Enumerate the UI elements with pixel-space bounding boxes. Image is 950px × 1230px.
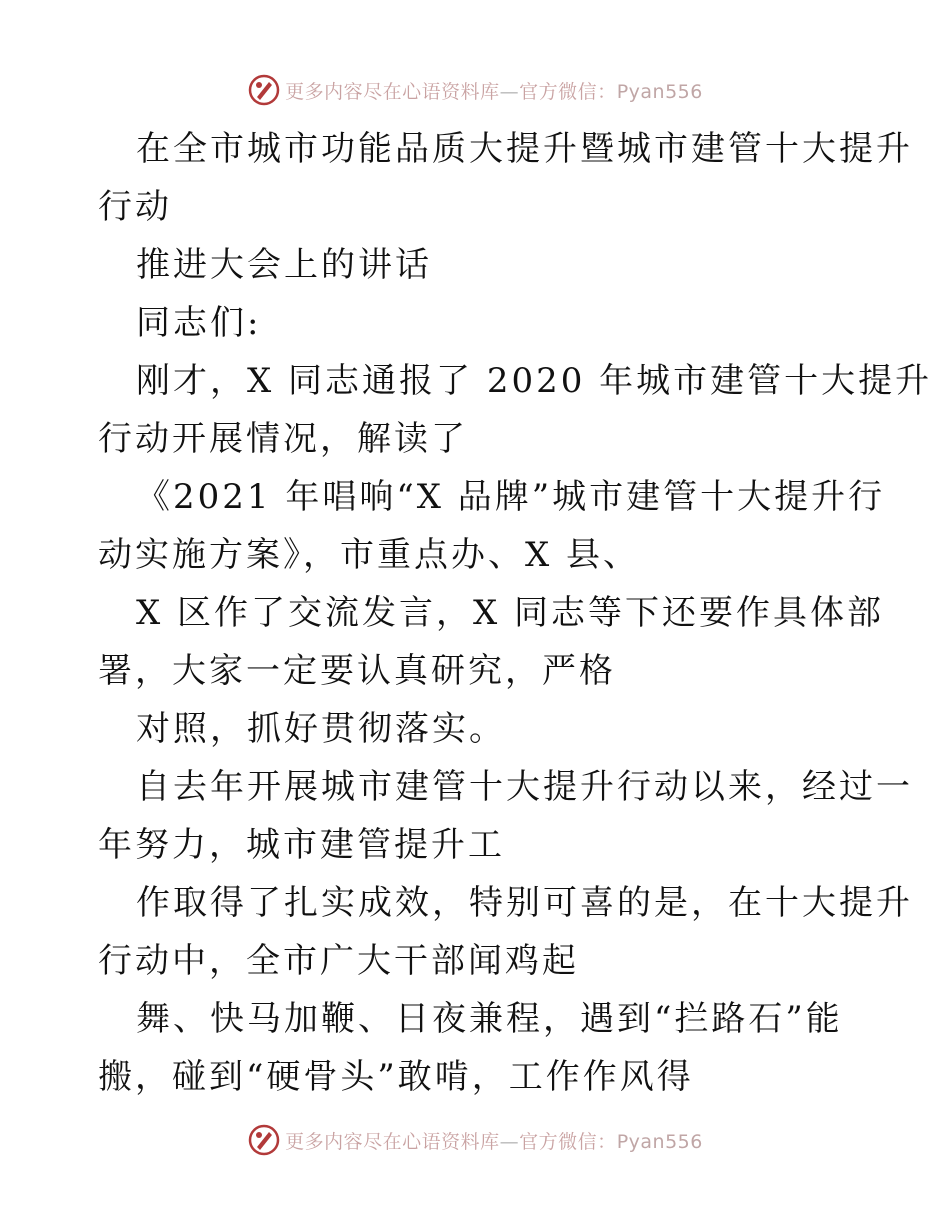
watermark-wechat-id: Pyan556 [616,1130,703,1153]
text-line: 推进大会上的讲话 [136,245,432,285]
watermark-slogan: 更多内容尽在心语资料库 [285,80,500,103]
text-line: 对照，抓好贯彻落实。 [136,709,506,749]
text-line: 动实施方案》，市重点办、X 县、 [98,535,641,575]
document-body [98,120,933,1106]
watermark-dash: — [499,1130,520,1153]
text-line: 自去年开展城市建管十大提升行动以来，经过一 [136,767,913,807]
watermark-text [285,1127,703,1154]
text-line: 《2021 年唱响“X 品牌”城市建管十大提升行 [136,477,886,517]
text-line: X 区作了交流发言，X 同志等下还要作具体部 [136,593,885,633]
text-line: 同志们: [136,303,262,343]
brand-logo-icon [247,1123,281,1157]
footer-watermark [0,1120,950,1160]
text-line: 行动 [98,187,172,227]
text-line: 在全市城市功能品质大提升暨城市建管十大提升 [136,129,913,169]
watermark-text [285,77,703,104]
text-line: 刚才，X 同志通报了 2020 年城市建管十大提升 [136,361,933,401]
text-line: 署，大家一定要认真研究，严格 [98,651,616,691]
text-line: 舞、快马加鞭、日夜兼程，遇到“拦路石”能 [136,999,843,1039]
text-line: 搬，碰到“硬骨头”敢啃，工作作风得 [98,1057,694,1097]
header-watermark [0,70,950,110]
text-line: 行动开展情况，解读了 [98,419,468,459]
watermark-contact-label: 官方微信： [519,80,617,103]
watermark-wechat-id: Pyan556 [616,80,703,103]
brand-logo-icon [247,73,281,107]
watermark-dash: — [499,80,520,103]
watermark-contact-label: 官方微信： [519,1130,617,1153]
text-line: 作取得了扎实成效，特别可喜的是，在十大提升 [136,883,913,923]
text-line: 年努力，城市建管提升工 [98,825,505,865]
watermark-slogan: 更多内容尽在心语资料库 [285,1130,500,1153]
text-line: 行动中，全市广大干部闻鸡起 [98,941,579,981]
